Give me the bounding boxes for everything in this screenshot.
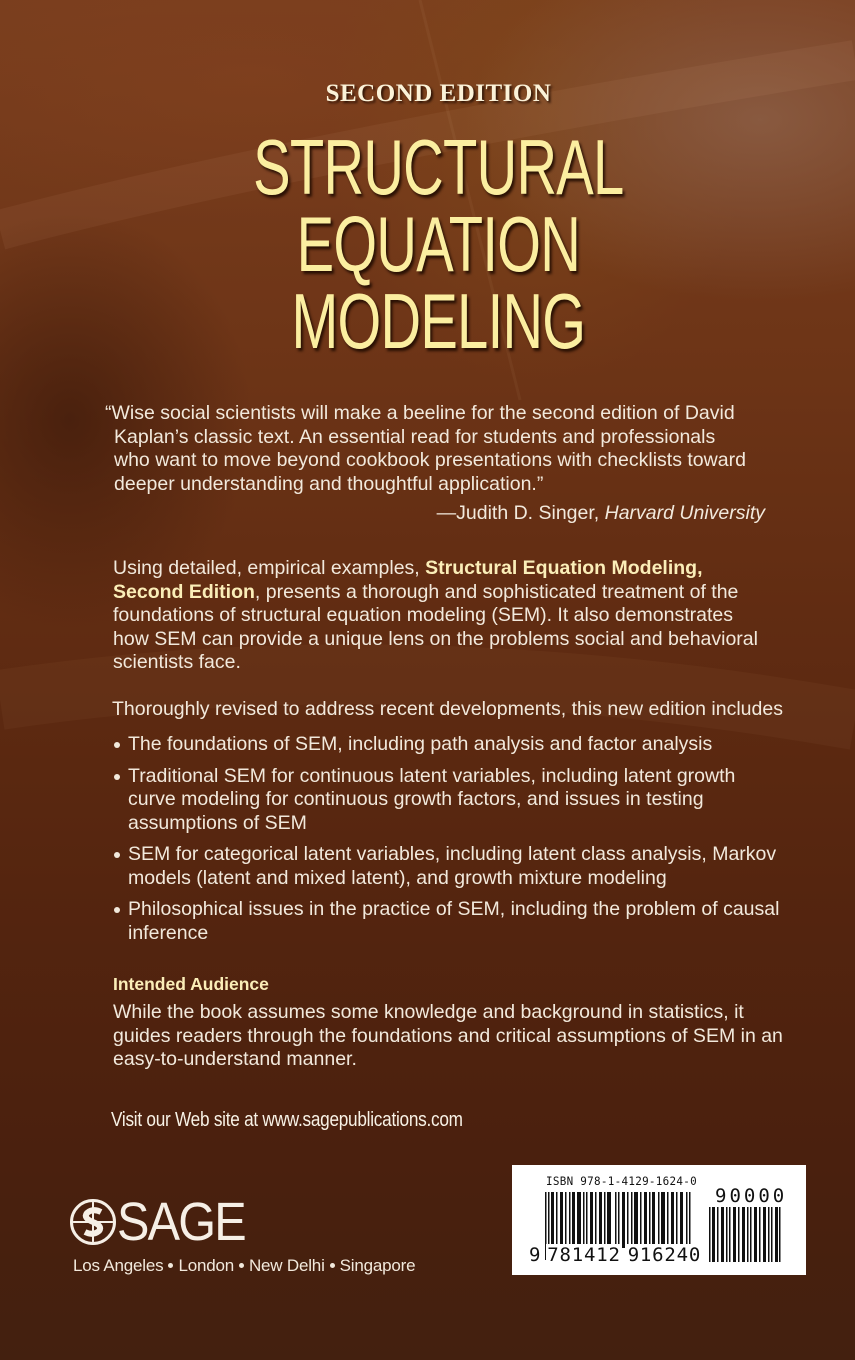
- list-item: [112, 898, 782, 945]
- quote-line: “Wise social scientists will make a beeline for the second edition of David: [105, 402, 735, 424]
- book-description: [113, 557, 773, 675]
- addon-barcode-bars: [709, 1207, 781, 1262]
- description-book-title: Structural Equation Modeling, Second Edition: [113, 557, 703, 603]
- publisher-cities: [73, 1256, 415, 1276]
- list-item-text: Philosophical issues in the practice of SEM, including the problem of causal inference: [128, 898, 780, 944]
- endorsement-attribution: [105, 502, 765, 525]
- bullet-icon: [114, 742, 120, 748]
- bullet-icon: [114, 907, 120, 913]
- ean-first-digit: 9: [529, 1244, 542, 1266]
- quote-line: who want to move beyond cookbook presentations with checklists toward: [114, 449, 746, 471]
- list-item-text: The foundations of SEM, including path analysis and factor analysis: [128, 733, 713, 755]
- isbn-label: ISBN 978-1-4129-1624-0: [546, 1174, 697, 1188]
- title-line-3: MODELING: [291, 277, 586, 365]
- list-item: [112, 843, 782, 890]
- endorsement-quote: [105, 402, 785, 496]
- endorser-affiliation: Harvard University: [604, 502, 765, 524]
- quote-line: Kaplan’s classic text. An essential read for students and professionals: [114, 425, 716, 448]
- audience-heading: Intended Audience: [113, 974, 269, 994]
- description-rest: , presents a thorough and sophisticated treatment of the foundations of structural equation modeling (SEM). It also demonstrates how SEM can provide a unique lens on the problems social and behavioral scientists face.: [113, 580, 758, 673]
- city: Singapore: [339, 1256, 416, 1275]
- bullet-separator-icon: [330, 1263, 335, 1268]
- list-item: [112, 765, 782, 836]
- ean-digits: [528, 1244, 702, 1266]
- ean-right-group: 916240: [627, 1244, 702, 1266]
- isbn-barcode: [512, 1165, 806, 1275]
- addon-digits: 90000: [715, 1185, 788, 1207]
- title-line-2: EQUATION: [296, 200, 581, 288]
- publisher-logo: [70, 1192, 259, 1252]
- quote-line: deeper understanding and thoughtful application.”: [114, 472, 544, 495]
- title-line-1: STRUCTURAL: [253, 123, 624, 211]
- list-item-text: Traditional SEM for continuous latent variables, including latent growth curve modeling for continuous growth factors, and issues in testing assumptions of SEM: [128, 764, 736, 834]
- bullet-icon: [114, 852, 120, 858]
- publisher-name: SAGE: [117, 1192, 245, 1252]
- bullet-separator-icon: [239, 1263, 244, 1268]
- list-item-text: SEM for categorical latent variables, including latent class analysis, Markov models (latent and mixed latent), and growth mixture modeling: [128, 843, 777, 889]
- includes-list: [112, 733, 782, 953]
- ean-left-group: 781412: [547, 1244, 621, 1266]
- edition-label: SECOND EDITION: [325, 80, 552, 107]
- city: Los Angeles: [73, 1256, 164, 1275]
- sage-s-circle-icon: [70, 1199, 116, 1245]
- city: New Delhi: [248, 1256, 325, 1275]
- includes-intro: Thoroughly revised to address recent developments, this new edition includes: [112, 698, 783, 720]
- audience-body: While the book assumes some knowledge and background in statistics, it guides readers through the foundations and critical assumptions of SEM in an easy-to-understand manner.: [113, 1001, 783, 1070]
- endorser-name: —Judith D. Singer,: [436, 502, 605, 524]
- website-link[interactable]: Visit our Web site at www.sagepublications.com: [111, 1109, 463, 1131]
- bullet-icon: [114, 774, 120, 780]
- city: London: [178, 1256, 234, 1275]
- description-lead: Using detailed, empirical examples,: [113, 557, 426, 579]
- bullet-separator-icon: [168, 1263, 173, 1268]
- list-item: [112, 733, 782, 757]
